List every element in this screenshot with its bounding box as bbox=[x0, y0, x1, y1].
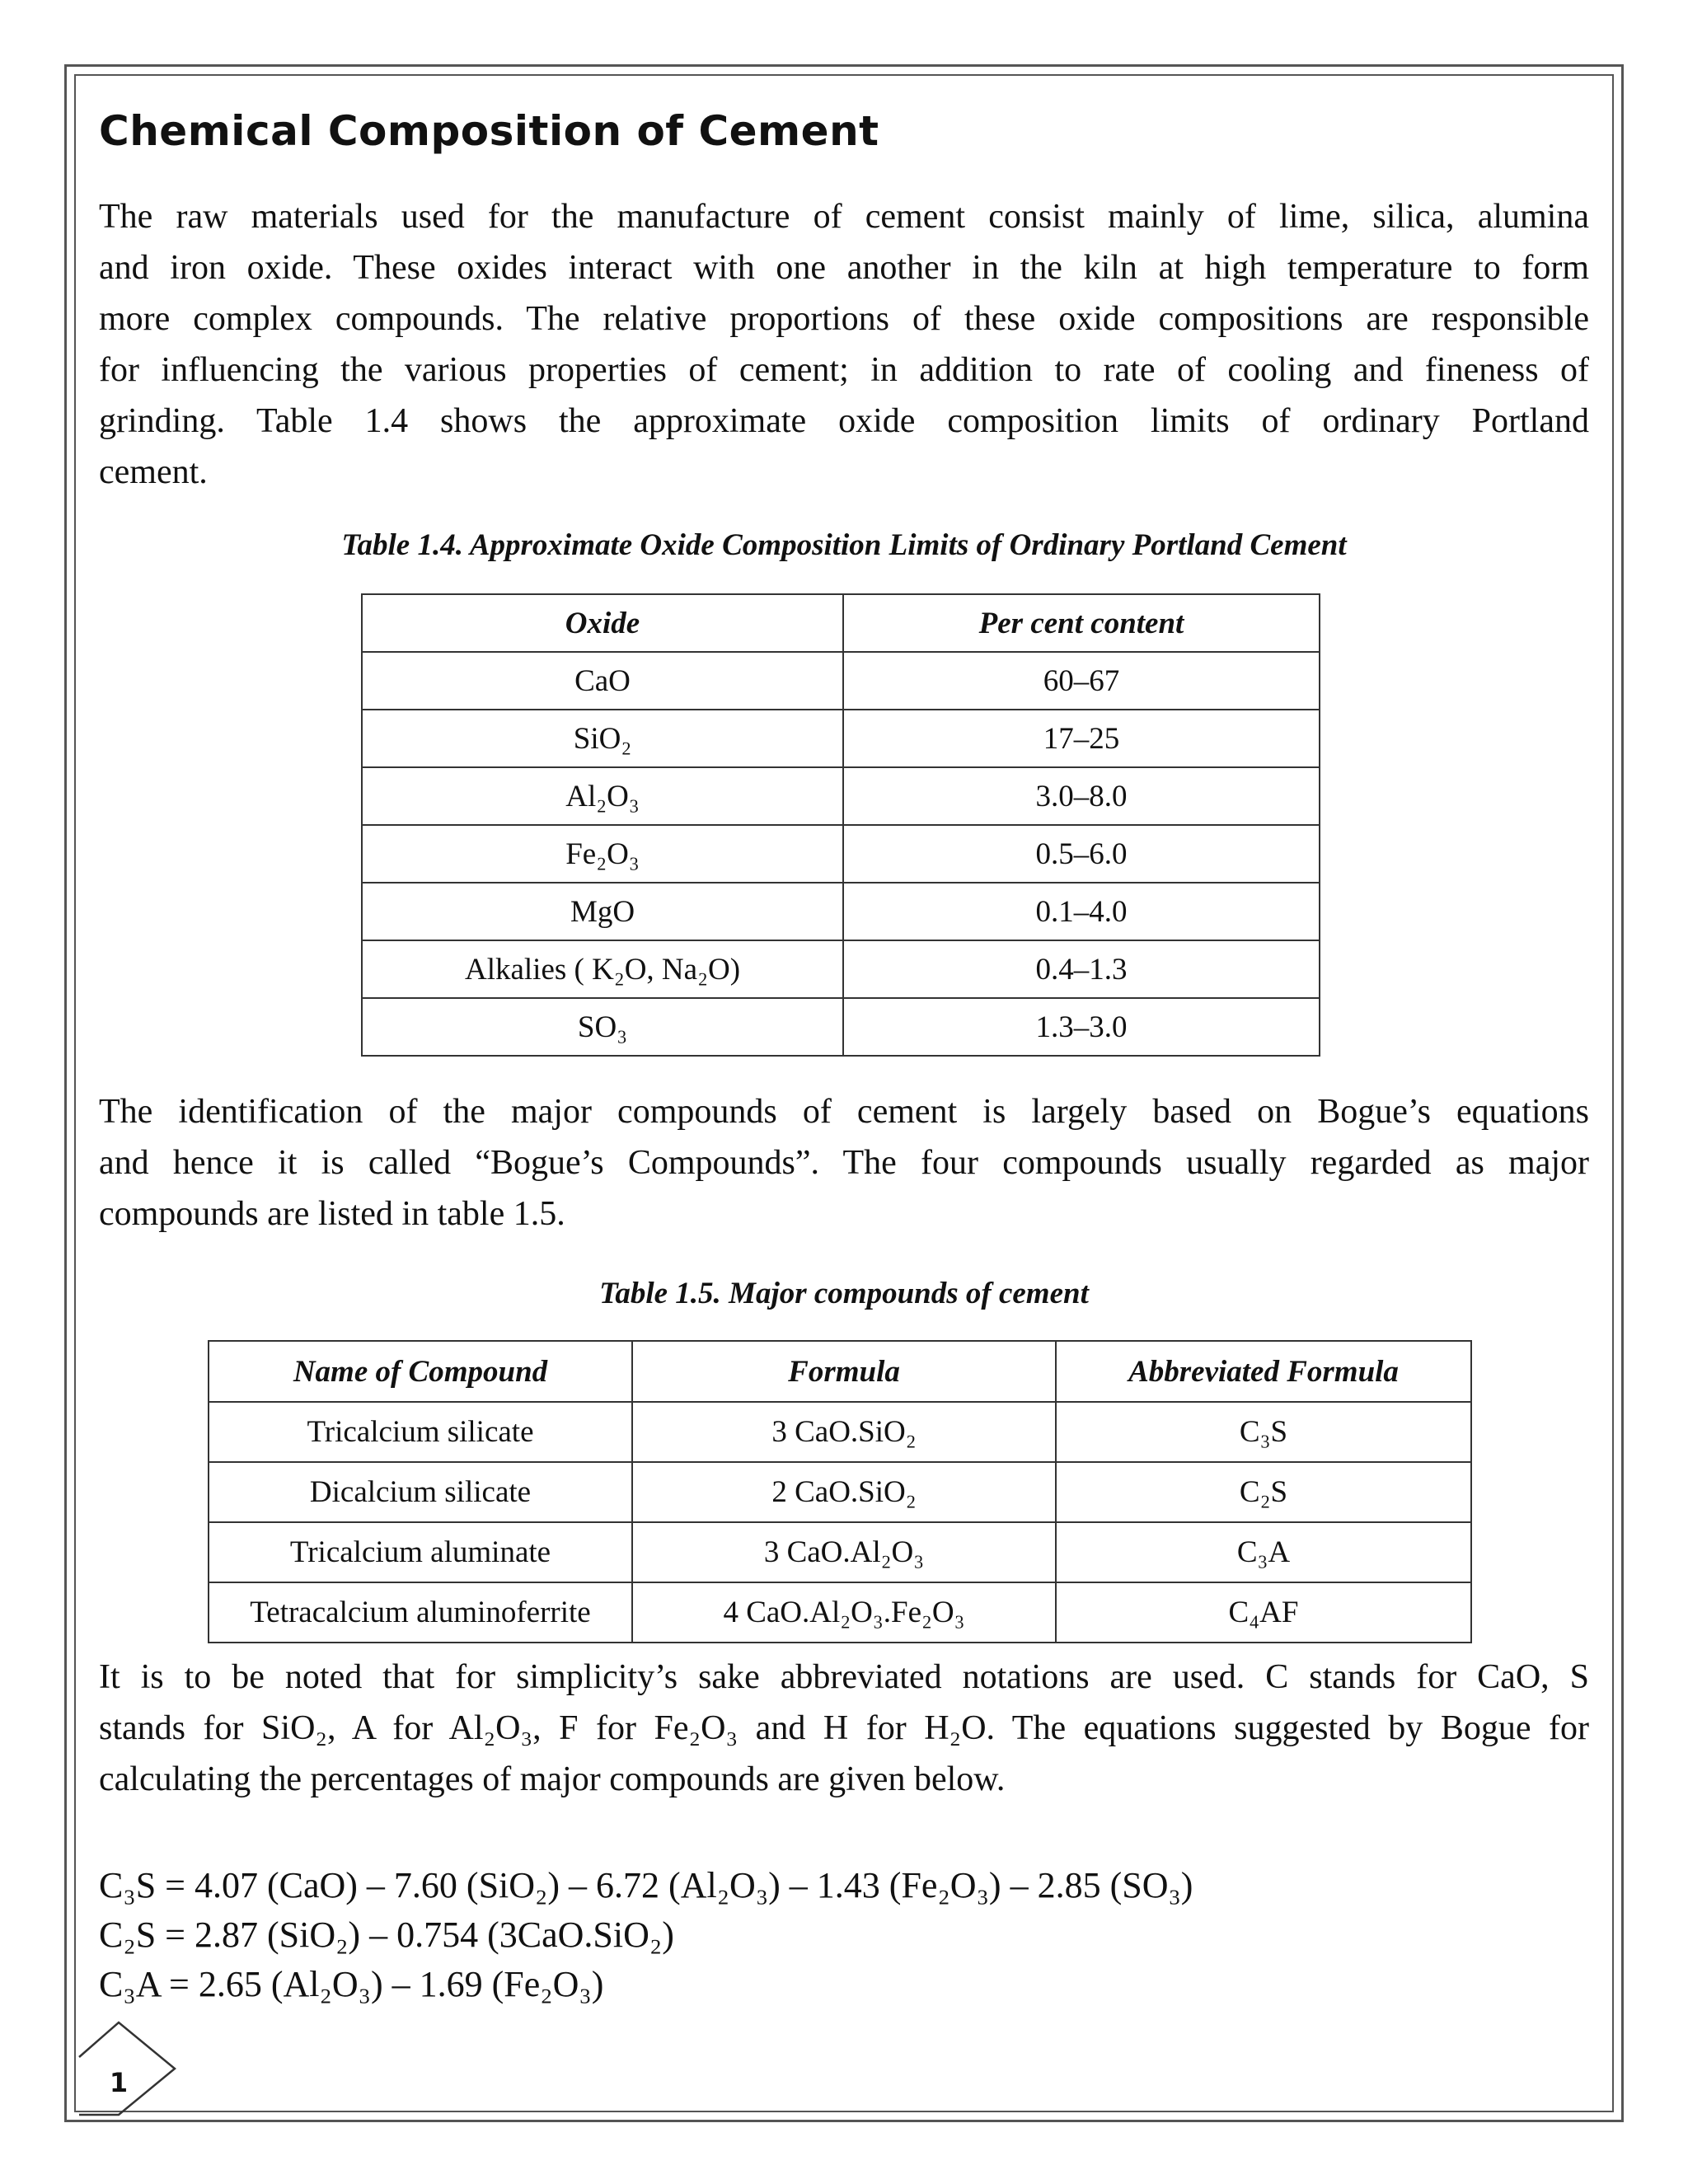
notation-paragraph bbox=[99, 1652, 1589, 1805]
percent-cell: 17–25 bbox=[843, 710, 1320, 767]
table-row bbox=[362, 940, 1320, 998]
column-header-abbreviated: Abbreviated Formula bbox=[1056, 1341, 1471, 1402]
formula-cell: 2 CaO.SiO₂ bbox=[632, 1462, 1056, 1522]
table-row bbox=[209, 1522, 1471, 1582]
table-row bbox=[362, 652, 1320, 710]
column-header-formula: Formula bbox=[632, 1341, 1056, 1402]
table-row bbox=[209, 1402, 1471, 1462]
oxide-cell: Fe₂O₃ bbox=[362, 825, 843, 883]
abbreviated-formula-cell: C₃A bbox=[1056, 1522, 1471, 1582]
compound-name-cell: Tricalcium aluminate bbox=[209, 1522, 632, 1582]
table-1-5-caption: Table 1.5. Major compounds of cement bbox=[599, 1277, 1089, 1310]
percent-cell: 3.0–8.0 bbox=[843, 767, 1320, 825]
paragraph-line: and hence it is called “Bogue’s Compounds”. The four compounds usually regarded as major bbox=[99, 1144, 1589, 1182]
oxide-cell: SO₃ bbox=[362, 998, 843, 1056]
paragraph-line: The raw materials used for the manufacture of cement consist mainly of lime, silica, alumina bbox=[99, 198, 1589, 236]
paragraph-line: and iron oxide. These oxides interact with one another in the kiln at high temperature to form bbox=[99, 249, 1589, 287]
paragraph-line: compounds are listed in table 1.5. bbox=[99, 1195, 565, 1233]
table-1-4-caption: Table 1.4. Approximate Oxide Composition Limits of Ordinary Portland Cement bbox=[341, 528, 1347, 562]
page-number-badge bbox=[76, 2018, 183, 2116]
paragraph-line: for influencing the various properties of cement; in addition to rate of cooling and fineness of bbox=[99, 351, 1589, 389]
compound-name-cell: Dicalcium silicate bbox=[209, 1462, 632, 1522]
paragraph-line: calculating the percentages of major compounds are given below. bbox=[99, 1760, 1006, 1798]
equation-c3s: C₃S = 4.07 (CaO) – 7.60 (SiO₂) – 6.72 (Al₂O₃) – 1.43 (Fe₂O₃) – 2.85 (SO₃) bbox=[99, 1865, 1193, 1905]
oxide-composition-table bbox=[361, 593, 1320, 1057]
intro-paragraph bbox=[99, 191, 1589, 498]
abbreviated-formula-cell: C₃S bbox=[1056, 1402, 1471, 1462]
equation-c3a: C₃A = 2.65 (Al₂O₃) – 1.69 (Fe₂O₃) bbox=[99, 1964, 604, 2004]
table-row bbox=[209, 1462, 1471, 1522]
table-row bbox=[362, 825, 1320, 883]
formula-cell: 3 CaO.SiO₂ bbox=[632, 1402, 1056, 1462]
table-row bbox=[362, 710, 1320, 767]
table-row bbox=[362, 998, 1320, 1056]
formula-cell: 3 CaO.Al₂O₃ bbox=[632, 1522, 1056, 1582]
oxide-cell: Al₂O₃ bbox=[362, 767, 843, 825]
abbreviated-formula-cell: C₄AF bbox=[1056, 1582, 1471, 1643]
oxide-cell: MgO bbox=[362, 883, 843, 940]
bogue-paragraph bbox=[99, 1086, 1589, 1240]
page-number: 1 bbox=[109, 2067, 129, 2098]
table-row bbox=[209, 1582, 1471, 1643]
paragraph-line: grinding. Table 1.4 shows the approximate oxide composition limits of ordinary Portland bbox=[99, 402, 1589, 440]
page-title: Chemical Composition of Cement bbox=[99, 107, 879, 155]
table-row bbox=[362, 767, 1320, 825]
column-header-oxide: Oxide bbox=[362, 594, 843, 652]
paragraph-line: stands for SiO₂, A for Al₂O₃, F for Fe₂O₃ and H for H₂O. The equations suggested by Bogue for bbox=[99, 1709, 1589, 1747]
paragraph-line: cement. bbox=[99, 453, 208, 491]
column-header-percent: Per cent content bbox=[843, 594, 1320, 652]
paragraph-line: It is to be noted that for simplicity’s sake abbreviated notations are used. C stands for CaO, S bbox=[99, 1658, 1589, 1696]
column-header-compound: Name of Compound bbox=[209, 1341, 632, 1402]
major-compounds-table bbox=[208, 1340, 1472, 1643]
percent-cell: 0.4–1.3 bbox=[843, 940, 1320, 998]
percent-cell: 60–67 bbox=[843, 652, 1320, 710]
oxide-cell: CaO bbox=[362, 652, 843, 710]
table-header-row bbox=[362, 594, 1320, 652]
table-header-row bbox=[209, 1341, 1471, 1402]
percent-cell: 1.3–3.0 bbox=[843, 998, 1320, 1056]
compound-name-cell: Tetracalcium aluminoferrite bbox=[209, 1582, 632, 1643]
table-row bbox=[362, 883, 1320, 940]
oxide-cell: Alkalies ( K₂O, Na₂O) bbox=[362, 940, 843, 998]
equation-c2s: C₂S = 2.87 (SiO₂) – 0.754 (3CaO.SiO₂) bbox=[99, 1915, 674, 1955]
oxide-cell: SiO₂ bbox=[362, 710, 843, 767]
paragraph-line: The identification of the major compounds of cement is largely based on Bogue’s equations bbox=[99, 1093, 1589, 1131]
percent-cell: 0.5–6.0 bbox=[843, 825, 1320, 883]
formula-cell: 4 CaO.Al₂O₃.Fe₂O₃ bbox=[632, 1582, 1056, 1643]
paragraph-line: more complex compounds. The relative proportions of these oxide compositions are responsible bbox=[99, 300, 1589, 338]
percent-cell: 0.1–4.0 bbox=[843, 883, 1320, 940]
compound-name-cell: Tricalcium silicate bbox=[209, 1402, 632, 1462]
abbreviated-formula-cell: C₂S bbox=[1056, 1462, 1471, 1522]
